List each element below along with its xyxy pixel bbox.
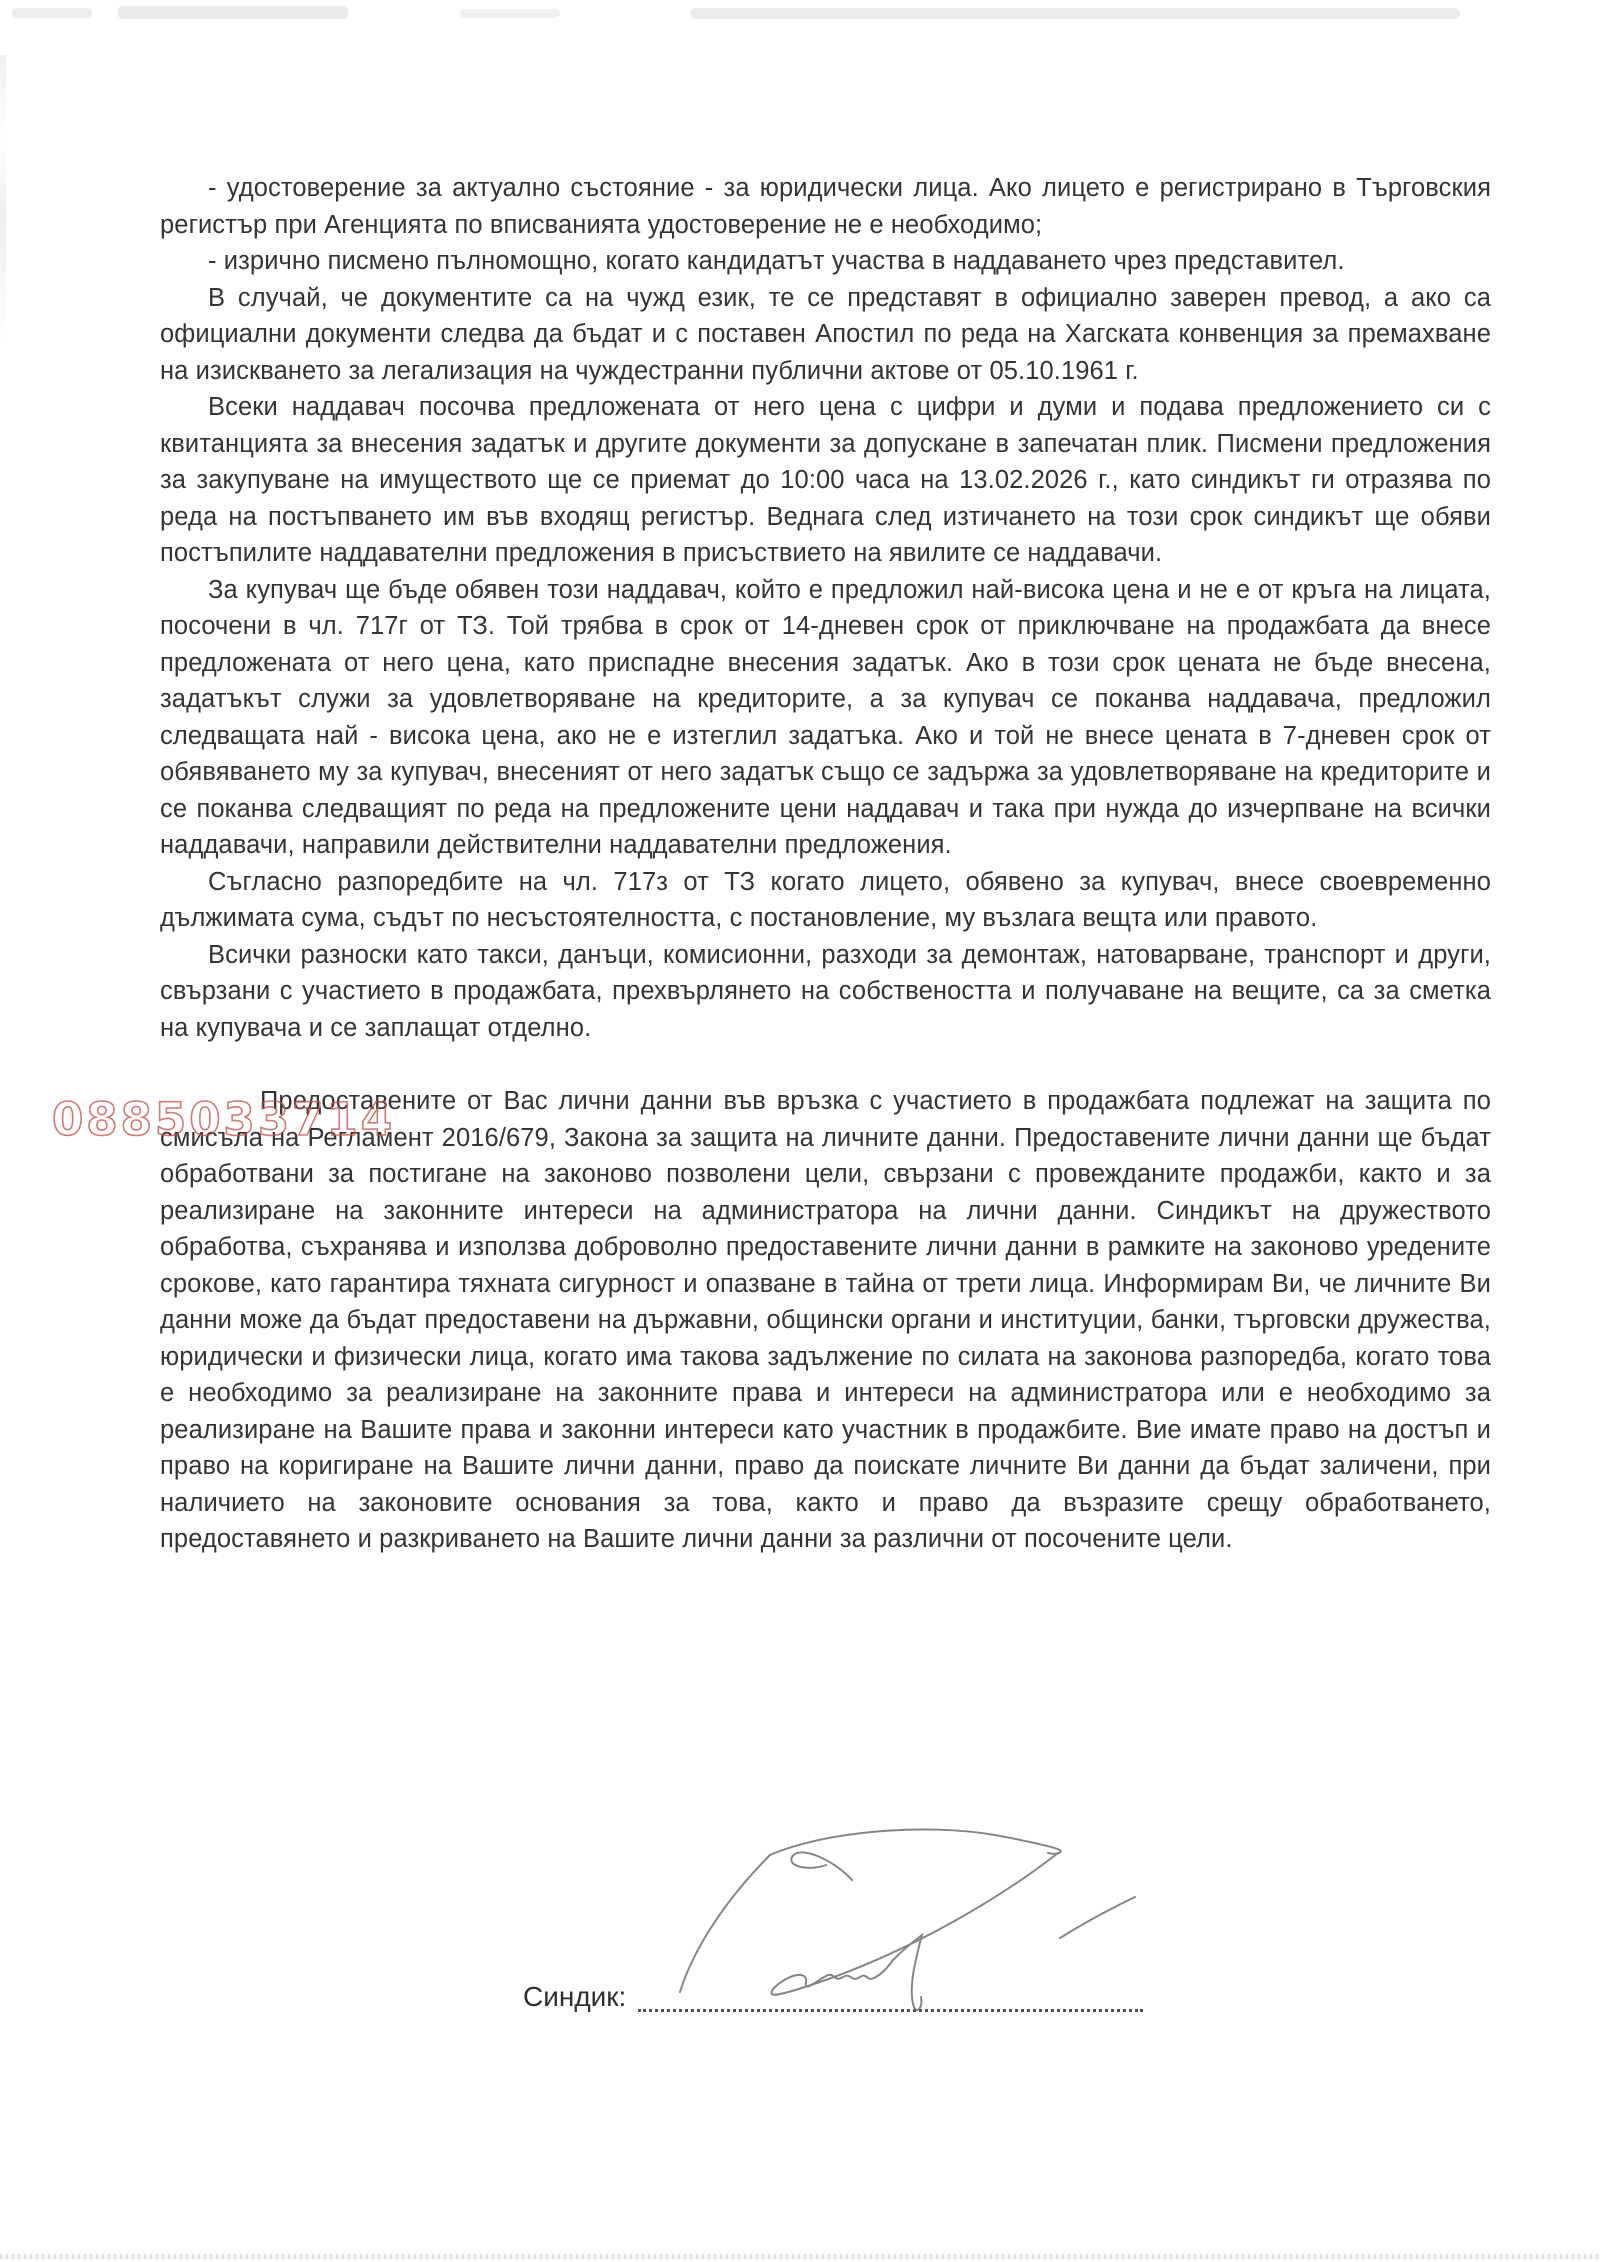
paragraph-expenses: Всички разноски като такси, данъци, комисионни, разходи за демонтаж, натоварване, транспорт и други, свързани с участието в продажбата, прехвърлянето на собствеността и получаване на вещите, са за сметка на купувача и се заплащат отделно.: [160, 940, 1491, 1042]
scan-artifact: [118, 6, 348, 19]
paragraph-certificate-good-standing: - удостоверение за актуално състояние - за юридически лица. Ако лицето е регистрирано в Търговския регистър при Агенцията по вписванията удостоверение не е необходимо;: [160, 174, 1491, 239]
document-body: [160, 170, 1491, 1558]
scan-artifact: [690, 8, 1460, 19]
paragraph-power-of-attorney: - изрично писмено пълномощно, когато кандидатът участва в наддаването чрез представител.: [208, 247, 1345, 275]
scan-artifact: [0, 2254, 1600, 2259]
scan-artifact: [460, 9, 560, 18]
signature-label: Синдик:: [523, 1981, 627, 2012]
watermark-phone-number: 0885033714: [52, 1093, 396, 1146]
paragraph-personal-data: Предоставените от Вас лични данни във връзка с участието в продажбата подлежат на защита по смисъла на Регламент 2016/679, Закона за защита на личните данни. Предоставените лични данни ще бъдат обработвани за постигане на законово позволени цели, свързани с провежданите продажби, както и за реализиране на законните интереси на администратора на лични данни. Синдикът на дружеството обработва, съхранява и използва доброволно предоставените лични данни в рамките на законово уредените срокове, като гарантира тяхната сигурност и опазване в тайна от трети лица. Информирам Ви, че личните Ви данни може да бъдат предоставени на държавни, общински органи и институции, банки, търговски дружества, юридически и физически лица, когато има такова задължение по силата на законова разпоредба, когато това е необходимо за реализиране на законните права и интереси на администратора или е необходимо за реализиране на Вашите права и законни интереси като участник в продажбите. Вие имате право на достъп и право на коригиране на Вашите лични данни, право да поискате личните Ви данни да бъдат заличени, при наличието на законовите основания за това, както и право да възразите срещу обработването, предоставянето и разкриването на Вашите лични данни за различни от посочените цели.: [160, 1087, 1491, 1553]
scan-artifact: [0, 55, 6, 345]
paragraph-foreign-documents: В случай, че документите са на чужд език, те се представят в официално заверен превод, а ако са официални документи следва да бъдат и с поставен Апостил по реда на Хагската конвенция за премахване на изискването за легализация на чуждестранни публични актове от 05.10.1961 г.: [160, 283, 1491, 385]
paragraph-bid-submission: Всеки наддавач посочва предложената от него цена с цифри и думи и подава предложението си с квитанцията за внесения задатък и другите документи за допускане в запечатан плик. Писмени предложения за закупуване на имуществото ще се приемат до 10:00 часа на 13.02.2026 г., като синдикът ги отразява по реда на постъпването им във входящ регистър. Веднага след изтичането на този срок синдикът ще обяви постъпилите наддавателни предложения в присъствието на явилите се наддавачи.: [160, 393, 1491, 567]
scan-artifact: [12, 8, 92, 18]
paragraph-art-717z: Съгласно разпоредбите на чл. 717з от ТЗ когато лицето, обявено за купувач, внесе своевременно дължимата сума, съдът по несъстоятелността, с постановление, му възлага вещта или правото.: [160, 867, 1491, 932]
handwritten-signature: [660, 1825, 1140, 2025]
paragraph-buyer-announcement: За купувач ще бъде обявен този наддавач, който е предложил най-висока цена и не е от кръга на лицата, посочени в чл. 717г от ТЗ. Той трябва в срок от 14-дневен срок от приключване на продажбата да внесе предложената от него цена, като приспадне внесения задатък. Ако в този срок цената не бъде внесена, задатъкът служи за удовлетворяване на кредиторите, а за купувач се поканва наддавача, предложил следващата най - висока цена, ако не е изтеглил задатъка. Ако и той не внесе цената в 7-дневен срок от обявяването му за купувач, внесеният от него задатък също се задържа за удовлетворяване на кредиторите и се поканва следващият по реда на предложените цени наддавач и така при нужда до изчерпване на всички наддавачи, направили действителни наддавателни предложения.: [160, 575, 1491, 859]
